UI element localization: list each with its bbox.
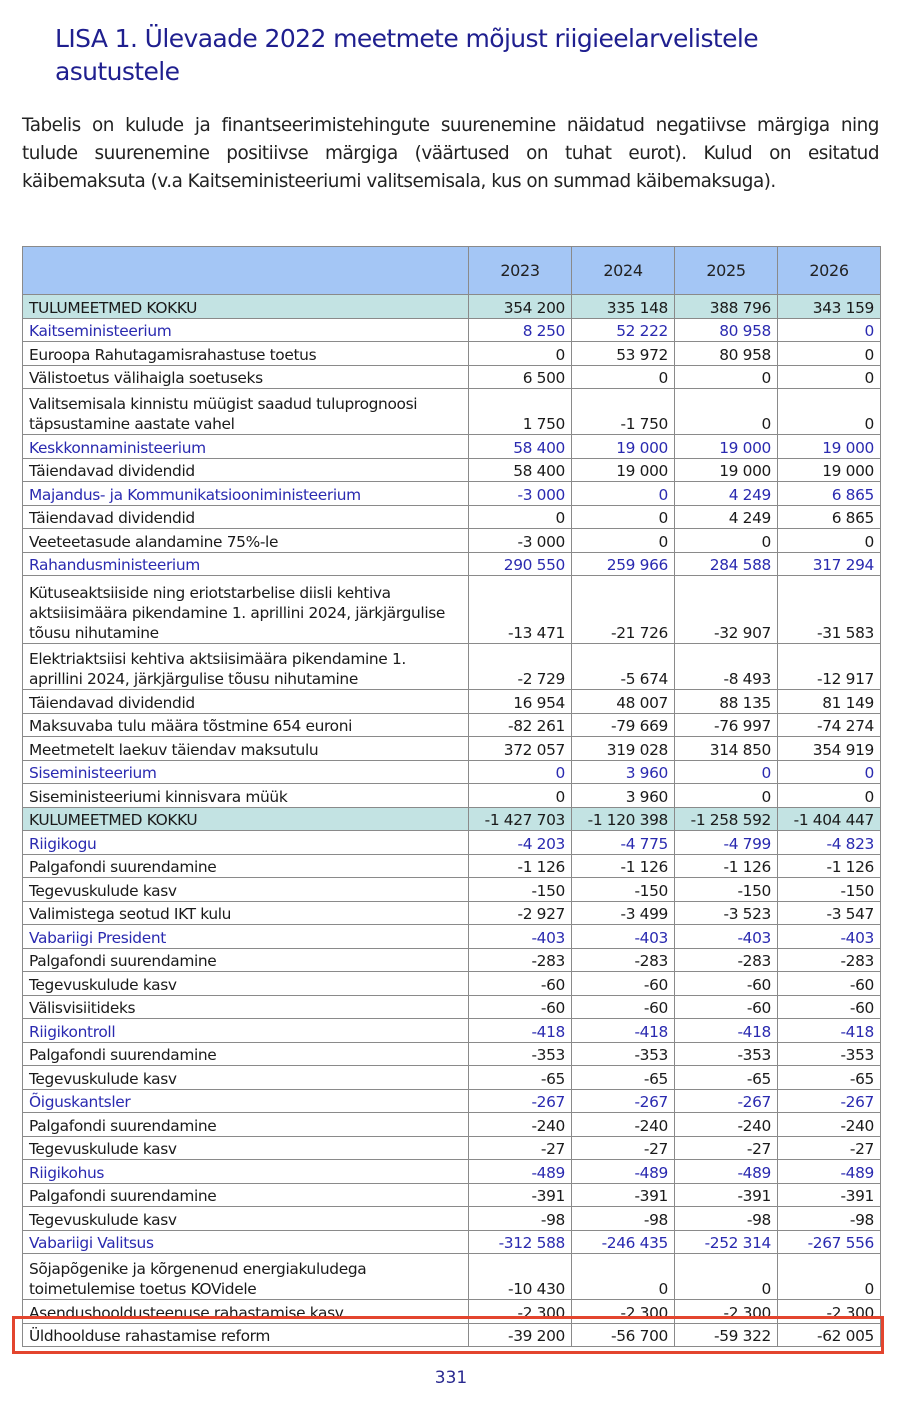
value-2023: -10 430: [469, 1254, 572, 1300]
value-2024: 3 960: [572, 760, 675, 784]
value-2025: -252 314: [675, 1230, 778, 1254]
value-2024: -60: [572, 972, 675, 996]
table-row: [23, 505, 881, 529]
value-2023: -98: [469, 1207, 572, 1231]
value-2024: -60: [572, 995, 675, 1019]
value-2024: -3 499: [572, 901, 675, 925]
value-2023: -1 126: [469, 854, 572, 878]
value-2026: -403: [778, 925, 881, 949]
table-row: [23, 878, 881, 902]
value-2023: -150: [469, 878, 572, 902]
table-row: [23, 1113, 881, 1137]
value-2023: 16 954: [469, 690, 572, 714]
row-label: Tegevuskulude kasv: [23, 1207, 469, 1231]
table-row: [23, 948, 881, 972]
value-2025: -98: [675, 1207, 778, 1231]
value-2023: 0: [469, 505, 572, 529]
value-2025: 0: [675, 365, 778, 389]
value-2024: -65: [572, 1066, 675, 1090]
value-2026: 0: [778, 342, 881, 366]
value-2025: -76 997: [675, 713, 778, 737]
header-year-2026: 2026: [778, 247, 881, 295]
value-2024: -418: [572, 1019, 675, 1043]
value-2026: -391: [778, 1183, 881, 1207]
value-2025: 0: [675, 389, 778, 435]
value-2023: 58 400: [469, 458, 572, 482]
value-2023: -267: [469, 1089, 572, 1113]
value-2025: 314 850: [675, 737, 778, 761]
table-row: [23, 1300, 881, 1324]
ministry-row: [23, 1089, 881, 1113]
table-row: [23, 576, 881, 644]
table-row: [23, 389, 881, 435]
table-row: [23, 1207, 881, 1231]
value-2025: 0: [675, 1254, 778, 1300]
value-2024: -1 750: [572, 389, 675, 435]
row-label: Täiendavad dividendid: [23, 690, 469, 714]
value-2025: -2 300: [675, 1300, 778, 1324]
value-2026: -27: [778, 1136, 881, 1160]
value-2023: -403: [469, 925, 572, 949]
table-row: [23, 1323, 881, 1347]
row-label: Siseministeerium: [23, 760, 469, 784]
value-2023: -2 927: [469, 901, 572, 925]
page-number: 331: [434, 1368, 468, 1388]
value-2025: 80 958: [675, 318, 778, 342]
ministry-row: [23, 1230, 881, 1254]
row-label: Palgafondi suurendamine: [23, 948, 469, 972]
table-row: [23, 458, 881, 482]
value-2025: -27: [675, 1136, 778, 1160]
value-2024: -4 775: [572, 831, 675, 855]
value-2026: -98: [778, 1207, 881, 1231]
ministry-row: [23, 482, 881, 506]
value-2025: -32 907: [675, 576, 778, 644]
value-2026: 6 865: [778, 505, 881, 529]
ministry-row: [23, 318, 881, 342]
budget-impact-table: [22, 246, 881, 1347]
header-year-2025: 2025: [675, 247, 778, 295]
value-2024: 0: [572, 365, 675, 389]
row-label: Veeteetasude alandamine 75%-le: [23, 529, 469, 553]
value-2024: 53 972: [572, 342, 675, 366]
value-2025: -59 322: [675, 1323, 778, 1347]
row-label: Palgafondi suurendamine: [23, 1183, 469, 1207]
value-2026: -489: [778, 1160, 881, 1184]
value-2023: 6 500: [469, 365, 572, 389]
row-label: Elektriaktsiisi kehtiva aktsiisimäära pikendamine 1. aprillini 2024, järkjärgulise tõusu nihutamine: [23, 644, 469, 690]
value-2025: 88 135: [675, 690, 778, 714]
value-2023: 290 550: [469, 552, 572, 576]
table-row: [23, 529, 881, 553]
value-2026: 0: [778, 365, 881, 389]
ministry-row: [23, 1019, 881, 1043]
value-2024: 0: [572, 505, 675, 529]
value-2026: 317 294: [778, 552, 881, 576]
value-2023: -82 261: [469, 713, 572, 737]
value-2024: -79 669: [572, 713, 675, 737]
value-2026: 81 149: [778, 690, 881, 714]
value-2024: -56 700: [572, 1323, 675, 1347]
value-2024: 319 028: [572, 737, 675, 761]
intro-paragraph: Tabelis on kulude ja finantseerimistehingute suurenemine näidatud negatiivse märgiga ning tulude suurenemine positiivse märgiga (väärtused on tuhat eurot). Kulud on esitatud käibemaksuta (v.a Kaitseministeeriumi valitsemisala, kus on summad käibemaksuga).: [22, 115, 879, 192]
value-2024: -98: [572, 1207, 675, 1231]
value-2024: -150: [572, 878, 675, 902]
value-2023: -4 203: [469, 831, 572, 855]
value-2024: -267: [572, 1089, 675, 1113]
value-2026: -74 274: [778, 713, 881, 737]
value-2026: 0: [778, 760, 881, 784]
value-2026: 0: [778, 318, 881, 342]
ministry-row: [23, 435, 881, 459]
value-2025: 4 249: [675, 482, 778, 506]
table-row: [23, 365, 881, 389]
value-2023: 0: [469, 784, 572, 808]
table-row: [23, 690, 881, 714]
value-2023: 0: [469, 342, 572, 366]
row-label: Palgafondi suurendamine: [23, 1113, 469, 1137]
value-2026: 19 000: [778, 458, 881, 482]
table-row: [23, 1042, 881, 1066]
value-2023: -3 000: [469, 482, 572, 506]
row-label: Välistoetus välihaigla soetuseks: [23, 365, 469, 389]
row-label: Tegevuskulude kasv: [23, 1136, 469, 1160]
value-2026: 354 919: [778, 737, 881, 761]
value-2025: 388 796: [675, 295, 778, 319]
row-label: Euroopa Rahutagamisrahastuse toetus: [23, 342, 469, 366]
value-2026: -267 556: [778, 1230, 881, 1254]
table-row: [23, 854, 881, 878]
value-2026: 19 000: [778, 435, 881, 459]
total-row: [23, 807, 881, 831]
table-body: [23, 295, 881, 1347]
value-2026: -60: [778, 972, 881, 996]
row-label: Kaitseministeerium: [23, 318, 469, 342]
value-2026: -31 583: [778, 576, 881, 644]
value-2026: 343 159: [778, 295, 881, 319]
value-2025: -60: [675, 972, 778, 996]
value-2024: 52 222: [572, 318, 675, 342]
total-row: [23, 295, 881, 319]
value-2026: -62 005: [778, 1323, 881, 1347]
row-label: Välisvisiitideks: [23, 995, 469, 1019]
table-row: [23, 342, 881, 366]
value-2025: -65: [675, 1066, 778, 1090]
table-header-row: [23, 247, 881, 295]
value-2026: -1 404 447: [778, 807, 881, 831]
value-2026: 0: [778, 784, 881, 808]
row-label: Valimistega seotud IKT kulu: [23, 901, 469, 925]
table-row: [23, 1183, 881, 1207]
value-2023: -2 729: [469, 644, 572, 690]
row-label: Palgafondi suurendamine: [23, 854, 469, 878]
value-2025: 0: [675, 784, 778, 808]
row-label: Riigikogu: [23, 831, 469, 855]
value-2026: -353: [778, 1042, 881, 1066]
value-2024: -489: [572, 1160, 675, 1184]
value-2026: -65: [778, 1066, 881, 1090]
value-2023: 58 400: [469, 435, 572, 459]
value-2025: -3 523: [675, 901, 778, 925]
row-label: Riigikontroll: [23, 1019, 469, 1043]
value-2026: 0: [778, 529, 881, 553]
row-label: Rahandusministeerium: [23, 552, 469, 576]
row-label: Üldhoolduse rahastamise reform: [23, 1323, 469, 1347]
value-2026: -60: [778, 995, 881, 1019]
value-2024: 3 960: [572, 784, 675, 808]
value-2025: 0: [675, 529, 778, 553]
value-2026: 0: [778, 1254, 881, 1300]
value-2026: -4 823: [778, 831, 881, 855]
value-2023: -489: [469, 1160, 572, 1184]
row-label: Täiendavad dividendid: [23, 505, 469, 529]
header-year-2024: 2024: [572, 247, 675, 295]
value-2023: -353: [469, 1042, 572, 1066]
table-row: [23, 713, 881, 737]
ministry-row: [23, 1160, 881, 1184]
value-2025: -403: [675, 925, 778, 949]
row-label: Vabariigi President: [23, 925, 469, 949]
value-2025: -60: [675, 995, 778, 1019]
value-2023: -60: [469, 972, 572, 996]
value-2024: 0: [572, 482, 675, 506]
value-2024: 19 000: [572, 435, 675, 459]
value-2025: -489: [675, 1160, 778, 1184]
row-label: Meetmetelt laekuv täiendav maksutulu: [23, 737, 469, 761]
value-2025: 0: [675, 760, 778, 784]
row-label: KULUMEETMED KOKKU: [23, 807, 469, 831]
value-2026: -3 547: [778, 901, 881, 925]
value-2026: -240: [778, 1113, 881, 1137]
value-2023: 372 057: [469, 737, 572, 761]
value-2026: -283: [778, 948, 881, 972]
value-2025: -267: [675, 1089, 778, 1113]
value-2024: 19 000: [572, 458, 675, 482]
row-label: Vabariigi Valitsus: [23, 1230, 469, 1254]
value-2025: -283: [675, 948, 778, 972]
ministry-row: [23, 925, 881, 949]
row-label: Õiguskantsler: [23, 1089, 469, 1113]
value-2023: -13 471: [469, 576, 572, 644]
value-2023: 1 750: [469, 389, 572, 435]
value-2023: -39 200: [469, 1323, 572, 1347]
row-label: Kütuseaktsiiside ning eriotstarbelise diisli kehtiva aktsiisimäära pikendamine 1. aprillini 2024, järkjärgulise tõusu nihutamine: [23, 576, 469, 644]
value-2025: -4 799: [675, 831, 778, 855]
value-2024: -240: [572, 1113, 675, 1137]
value-2026: 6 865: [778, 482, 881, 506]
row-label: Siseministeeriumi kinnisvara müük: [23, 784, 469, 808]
value-2023: -65: [469, 1066, 572, 1090]
value-2025: -353: [675, 1042, 778, 1066]
value-2024: -2 300: [572, 1300, 675, 1324]
value-2026: -267: [778, 1089, 881, 1113]
value-2023: -2 300: [469, 1300, 572, 1324]
value-2023: -60: [469, 995, 572, 1019]
value-2023: 354 200: [469, 295, 572, 319]
header-year-2023: 2023: [469, 247, 572, 295]
row-label: Sõjapõgenike ja kõrgenenud energiakuludega toimetulemise toetus KOVidele: [23, 1254, 469, 1300]
row-label: Tegevuskulude kasv: [23, 878, 469, 902]
row-label: Palgafondi suurendamine: [23, 1042, 469, 1066]
value-2025: -150: [675, 878, 778, 902]
row-label: Valitsemisala kinnistu müügist saadud tuluprognoosi täpsustamine aastate vahel: [23, 389, 469, 435]
value-2025: -391: [675, 1183, 778, 1207]
value-2023: -391: [469, 1183, 572, 1207]
row-label: TULUMEETMED KOKKU: [23, 295, 469, 319]
value-2023: 0: [469, 760, 572, 784]
value-2023: -240: [469, 1113, 572, 1137]
value-2025: -8 493: [675, 644, 778, 690]
row-label: Tegevuskulude kasv: [23, 1066, 469, 1090]
row-label: Majandus- ja Kommunikatsiooniministeerium: [23, 482, 469, 506]
table-row: [23, 1136, 881, 1160]
row-label: Asendushooldusteenuse rahastamise kasv: [23, 1300, 469, 1324]
value-2024: -283: [572, 948, 675, 972]
value-2025: 4 249: [675, 505, 778, 529]
table-row: [23, 737, 881, 761]
table-row: [23, 972, 881, 996]
ministry-row: [23, 552, 881, 576]
value-2023: 8 250: [469, 318, 572, 342]
value-2026: -1 126: [778, 854, 881, 878]
value-2026: -150: [778, 878, 881, 902]
row-label: Keskkonnaministeerium: [23, 435, 469, 459]
value-2025: 284 588: [675, 552, 778, 576]
value-2025: -1 258 592: [675, 807, 778, 831]
value-2025: -418: [675, 1019, 778, 1043]
value-2025: -1 126: [675, 854, 778, 878]
value-2024: -1 126: [572, 854, 675, 878]
value-2026: -418: [778, 1019, 881, 1043]
value-2024: -246 435: [572, 1230, 675, 1254]
value-2024: -1 120 398: [572, 807, 675, 831]
table-row: [23, 784, 881, 808]
row-label: Riigikohus: [23, 1160, 469, 1184]
value-2023: -312 588: [469, 1230, 572, 1254]
row-label: Tegevuskulude kasv: [23, 972, 469, 996]
value-2026: -2 300: [778, 1300, 881, 1324]
value-2023: -1 427 703: [469, 807, 572, 831]
row-label: Täiendavad dividendid: [23, 458, 469, 482]
value-2024: 335 148: [572, 295, 675, 319]
header-label-cell: [23, 247, 469, 295]
row-label: Maksuvaba tulu määra tõstmine 654 euroni: [23, 713, 469, 737]
table-row: [23, 1254, 881, 1300]
value-2024: 259 966: [572, 552, 675, 576]
value-2026: -12 917: [778, 644, 881, 690]
ministry-row: [23, 760, 881, 784]
value-2023: -283: [469, 948, 572, 972]
value-2024: -403: [572, 925, 675, 949]
value-2024: 0: [572, 1254, 675, 1300]
ministry-row: [23, 831, 881, 855]
value-2025: -240: [675, 1113, 778, 1137]
table-row: [23, 1066, 881, 1090]
value-2024: -391: [572, 1183, 675, 1207]
value-2023: -3 000: [469, 529, 572, 553]
value-2023: -418: [469, 1019, 572, 1043]
value-2025: 19 000: [675, 458, 778, 482]
table-row: [23, 644, 881, 690]
value-2024: -27: [572, 1136, 675, 1160]
page-title: LISA 1. Ülevaade 2022 meetmete mõjust riigieelarvelistele asutustele: [55, 24, 758, 86]
value-2025: 19 000: [675, 435, 778, 459]
value-2026: 0: [778, 389, 881, 435]
value-2024: 0: [572, 529, 675, 553]
value-2025: 80 958: [675, 342, 778, 366]
value-2024: 48 007: [572, 690, 675, 714]
value-2024: -353: [572, 1042, 675, 1066]
value-2024: -21 726: [572, 576, 675, 644]
value-2024: -5 674: [572, 644, 675, 690]
value-2023: -27: [469, 1136, 572, 1160]
table-row: [23, 901, 881, 925]
table-row: [23, 995, 881, 1019]
